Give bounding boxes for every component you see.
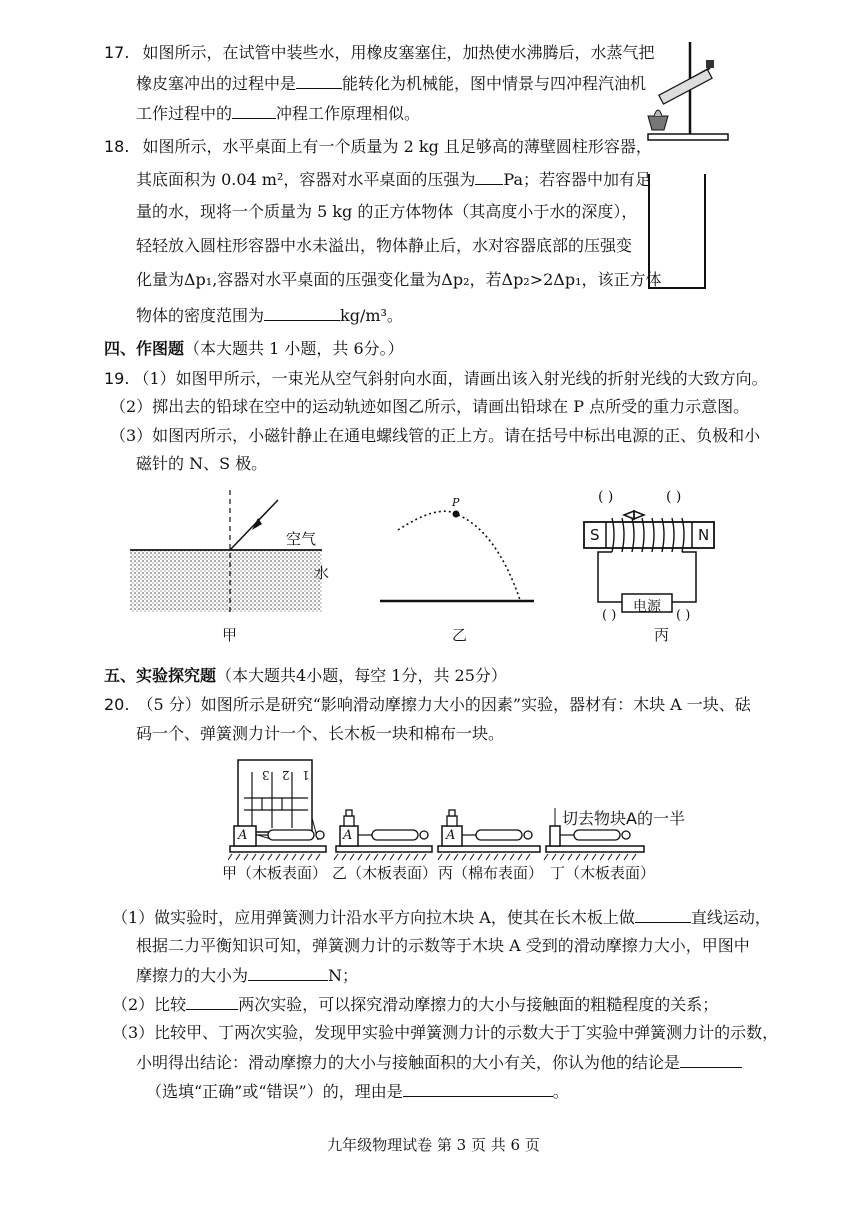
incident-ray bbox=[230, 500, 278, 550]
trajectory-path bbox=[398, 511, 520, 600]
block-a-jia: A bbox=[238, 828, 248, 843]
caption-jia: 甲（木板表面） bbox=[222, 864, 328, 882]
figure-bing-caption: 丙 bbox=[654, 626, 670, 644]
water-label: 水 bbox=[314, 564, 330, 582]
q20-sub1-text-a: （1）做实验时，应用弹簧测力计沿水平方向拉木块 A，使其在长木板上做 bbox=[112, 908, 635, 927]
q20-sub2 bbox=[112, 993, 718, 1016]
q18-number: 18. bbox=[104, 137, 130, 156]
q20-blank-2[interactable] bbox=[248, 964, 328, 981]
q20-sub3-text-d: 。 bbox=[552, 1082, 569, 1101]
q17-text-3b: 冲程工作原理相似。 bbox=[276, 104, 421, 123]
q20-sub1-text-d: 摩擦力的大小为 bbox=[136, 966, 249, 985]
figure-yi-trajectory bbox=[378, 496, 538, 608]
q17-line3 bbox=[136, 102, 420, 125]
page-footer: 九年级物理试卷 第 3 页 共 6 页 bbox=[327, 1136, 540, 1154]
q20-number: 20. bbox=[104, 695, 130, 714]
q20-sub1-line1 bbox=[112, 906, 771, 929]
q18-line6 bbox=[136, 304, 403, 327]
cylinder-container-figure bbox=[644, 172, 710, 292]
q18-line1 bbox=[104, 136, 652, 158]
q20-blank-4[interactable] bbox=[680, 1051, 742, 1068]
q18-text-2a: 其底面积为 0.04 m²，容器对水平桌面的压强为 bbox=[136, 170, 476, 189]
power-right-bracket[interactable]: ( ) bbox=[676, 608, 691, 623]
q20-sub3-text-b: 小明得出结论：滑动摩擦力的大小与接触面积的大小有关，你认为他的结论是 bbox=[136, 1053, 681, 1072]
scale-num-1: 1 bbox=[302, 768, 310, 782]
q20-line1 bbox=[104, 694, 751, 716]
section5-heading bbox=[104, 665, 507, 687]
q17-blank-1[interactable] bbox=[296, 72, 342, 89]
q17-number: 17. bbox=[104, 43, 130, 62]
q17-text-1: 如图所示，在试管中装些水，用橡皮塞塞住，加热使水沸腾后，水蒸气把 bbox=[142, 43, 655, 62]
q20-sub3-line2 bbox=[136, 1051, 742, 1074]
figure-jia-caption: 甲 bbox=[222, 626, 238, 644]
q20-sub2-text-b: 两次实验，可以探究滑动摩擦力的大小与接触面的粗糙程度的关系； bbox=[238, 995, 719, 1014]
q18-text-1: 如图所示，水平桌面上有一个质量为 2 kg 且足够高的薄壁圆柱形容器， bbox=[142, 137, 652, 156]
q20-sub1-line2: 根据二力平衡知识可知，弹簧测力计的示数等于木块 A 受到的滑动摩擦力大小，甲图中 bbox=[136, 936, 750, 955]
q20-sub1-text-e: N； bbox=[328, 966, 359, 985]
q20-sub1-line3 bbox=[136, 964, 358, 987]
q18-text-6a: 物体的密度范围为 bbox=[136, 306, 265, 325]
q20-sub3-line3 bbox=[146, 1080, 569, 1103]
q20-blank-5[interactable] bbox=[403, 1080, 553, 1097]
section5-title: 五、实验探究题 bbox=[104, 666, 217, 685]
q20-line2: 码一个、弹簧测力计一个、长木板一块和棉布一块。 bbox=[136, 724, 505, 743]
power-source-label: 电源 bbox=[633, 599, 661, 615]
q20-sub2-text-a: （2）比较 bbox=[112, 995, 187, 1014]
q18-line3: 量的水，现将一个质量为 5 kg 的正方体物体（其高度小于水的深度）， bbox=[136, 202, 638, 221]
q19-line3: （3）如图丙所示，小磁针静止在通电螺线管的正上方。请在括号中标出电源的正、负极和小 bbox=[110, 426, 761, 445]
q19-line4: 磁针的 N、S 极。 bbox=[136, 454, 268, 473]
scale-num-2: 2 bbox=[282, 768, 290, 782]
q17-text-2b: 能转化为机械能，图中情景与四冲程汽油机 bbox=[342, 74, 647, 93]
q18-line2 bbox=[136, 168, 651, 191]
point-p-dot bbox=[453, 511, 460, 518]
q18-line5: 化量为Δp₁,容器对水平桌面的压强变化量为Δp₂，若Δp₂>2Δp₁，该正方体 bbox=[136, 270, 662, 289]
solenoid-n-label: N bbox=[698, 526, 710, 544]
needle-right-bracket[interactable]: ( ) bbox=[666, 489, 682, 505]
q17-text-2a: 橡皮塞冲出的过程中是 bbox=[136, 74, 297, 93]
q20-sub3-line1: （3）比较甲、丁两次实验，发现甲实验中弹簧测力计的示数大于丁实验中弹簧测力计的示数， bbox=[112, 1023, 779, 1042]
q18-text-2b: Pa；若容器中加有足 bbox=[503, 170, 651, 189]
q17-line1 bbox=[104, 42, 655, 64]
q18-blank-2[interactable] bbox=[264, 304, 340, 321]
section4-heading bbox=[104, 338, 404, 360]
q18-text-6b: kg/m³。 bbox=[340, 306, 403, 325]
section5-note: （本大题共4小题，每空 1分，共 25分） bbox=[216, 666, 507, 685]
caption-bing: 丙（棉布表面） bbox=[438, 864, 544, 882]
q19-line2: （2）掷出去的铅球在空中的运动轨迹如图乙所示，请画出铅球在 P 点所受的重力示意图。 bbox=[110, 397, 750, 416]
figure-yi-caption: 乙 bbox=[452, 626, 468, 644]
point-p-label: P bbox=[452, 496, 460, 509]
power-left-bracket[interactable]: ( ) bbox=[602, 608, 617, 623]
q20-blank-3[interactable] bbox=[186, 993, 238, 1010]
q20-blank-1[interactable] bbox=[635, 906, 691, 923]
solenoid-s-label: S bbox=[590, 526, 600, 544]
test-tube-figure bbox=[640, 38, 735, 144]
air-label: 空气 bbox=[286, 530, 317, 548]
section4-note: （本大题共 1 小题，共 6分。） bbox=[184, 339, 404, 358]
q17-blank-2[interactable] bbox=[232, 102, 276, 119]
caption-ding: 丁（木板表面） bbox=[550, 864, 656, 882]
section4-title: 四、作图题 bbox=[104, 339, 185, 358]
q18-line4: 轻轻放入圆柱形容器中水未溢出，物体静止后，水对容器底部的压强变 bbox=[136, 236, 633, 255]
q20-sub3-text-c: （选填“正确”或“错误”）的，理由是 bbox=[146, 1082, 403, 1101]
q19-number: 19. bbox=[104, 369, 130, 388]
q17-text-3a: 工作过程中的 bbox=[136, 104, 233, 123]
caption-yi: 乙（木板表面） bbox=[332, 864, 438, 882]
block-a-bing: A bbox=[446, 828, 456, 843]
q18-blank-1[interactable] bbox=[475, 168, 503, 185]
q17-line2 bbox=[136, 72, 646, 95]
scale-num-3: 3 bbox=[262, 768, 270, 782]
cut-label: 切去物块A的一半 bbox=[562, 809, 685, 828]
block-a-yi: A bbox=[343, 828, 353, 843]
q19-part1: （1）如图甲所示，一束光从空气斜射向水面，请画出该入射光线的折射光线的大致方向。 bbox=[133, 369, 768, 388]
q19-line1 bbox=[104, 368, 768, 390]
q20-text-1: （5 分）如图所示是研究“影响滑动摩擦力大小的因素”实验，器材有：木块 A 一块、砝 bbox=[137, 695, 751, 714]
figure-jia-refraction bbox=[130, 488, 330, 618]
q20-sub1-text-b: 直线运动， bbox=[690, 908, 771, 927]
needle-left-bracket[interactable]: ( ) bbox=[598, 489, 614, 505]
